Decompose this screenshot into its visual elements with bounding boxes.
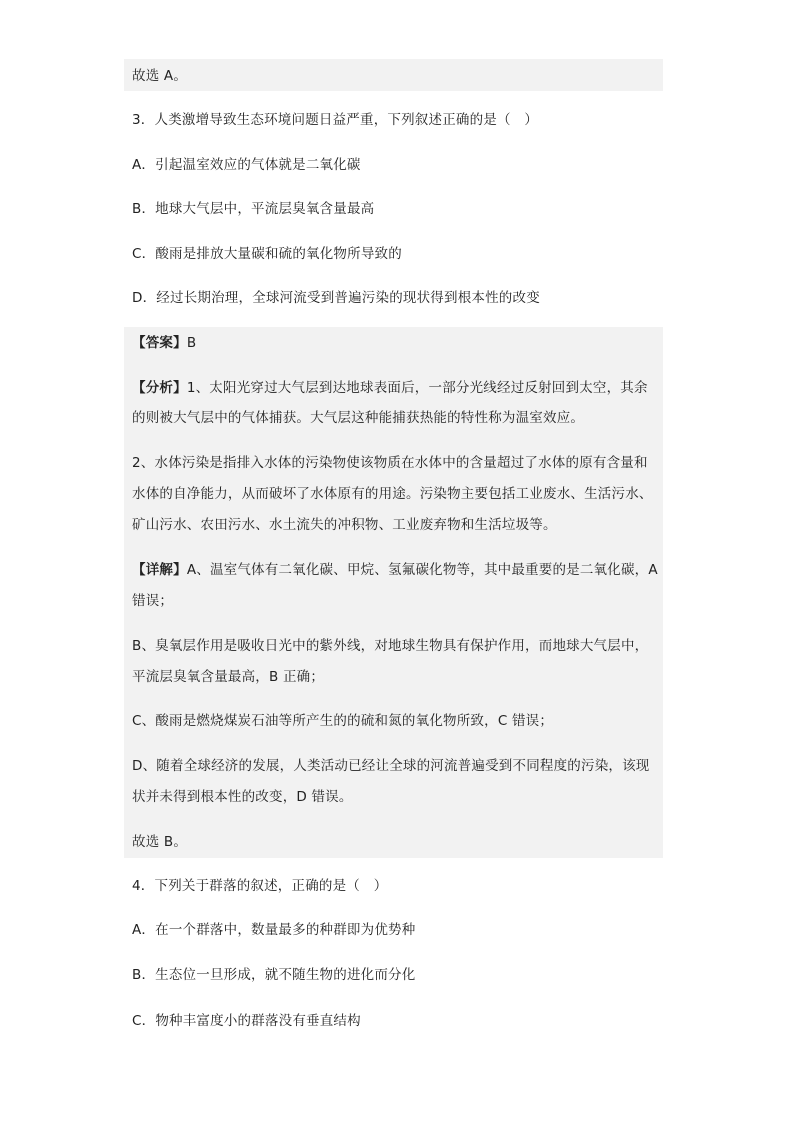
q3-option-d: D．经过长期治理，全球河流受到普遍污染的现状得到根本性的改变 [132,290,540,306]
detail-c-line-1: C、酸雨是燃烧煤炭石油等所产生的的硫和氮的氧化物所致，C 错误； [132,713,554,729]
detail-d-line-2: 状并未得到根本性的改变，D 错误。 [132,789,353,805]
analysis-line-1 [132,378,648,398]
detail-d-line-1: D、随着全球经济的发展，人类活动已经让全球的河流普遍受到不同程度的污染，该现 [132,758,650,774]
q3-conclusion: 故选 B。 [132,834,188,850]
analysis-label: 【分析】 [132,380,187,396]
q3-stem: 3．人类激增导致生态环境问题日益严重，下列叙述正确的是（ ） [132,112,539,128]
answer-value: B [186,335,197,351]
q3-option-c: C．酸雨是排放大量碳和硫的氧化物所导致的 [132,246,402,262]
analysis-p2-line-2: 水体的自净能力，从而破坏了水体原有的用途。污染物主要包括工业废水、生活污水、 [132,486,653,502]
analysis-p2-line-1: 2、水体污染是指排入水体的污染物使该物质在水体中的含量超过了水体的原有含量和 [132,455,648,471]
q3-option-a: A．引起温室效应的气体就是二氧化碳 [132,157,361,173]
q4-stem: 4．下列关于群落的叙述，正确的是（ ） [132,878,388,894]
detail-label: 【详解】 [132,562,187,578]
detail-a-text: A、温室气体有二氧化碳、甲烷、氢氟碳化物等，其中最重要的是二氧化碳，A [186,562,658,578]
q4-option-c: C．物种丰富度小的群落没有垂直结构 [132,1013,361,1029]
analysis-line-2: 的则被大气层中的气体捕获。大气层这种能捕获热能的特性称为温室效应。 [132,410,585,426]
detail-b-line-1: B、臭氧层作用是吸收日光中的紫外线，对地球生物具有保护作用，而地球大气层中， [132,638,649,654]
q3-answer-band [124,327,663,858]
analysis-text: 1、太阳光穿过大气层到达地球表面后，一部分光线经过反射回到太空，其余 [186,380,648,396]
q4-option-a: A．在一个群落中，数量最多的种群即为优势种 [132,922,416,938]
q3-option-b: B．地球大气层中，平流层臭氧含量最高 [132,201,375,217]
detail-b-line-2: 平流层臭氧含量最高，B 正确； [132,669,325,685]
detail-a-line-2: 错误； [132,593,174,609]
analysis-p2-line-3: 矿山污水、农田污水、水土流失的冲积物、工业废弃物和生活垃圾等。 [132,517,557,533]
prev-answer-band [124,59,663,91]
prev-conclusion: 故选 A。 [132,68,188,84]
q3-answer [132,333,196,353]
detail-a-line-1 [132,560,658,580]
answer-label: 【答案】 [132,335,187,351]
q4-option-b: B．生态位一旦形成，就不随生物的进化而分化 [132,967,416,983]
